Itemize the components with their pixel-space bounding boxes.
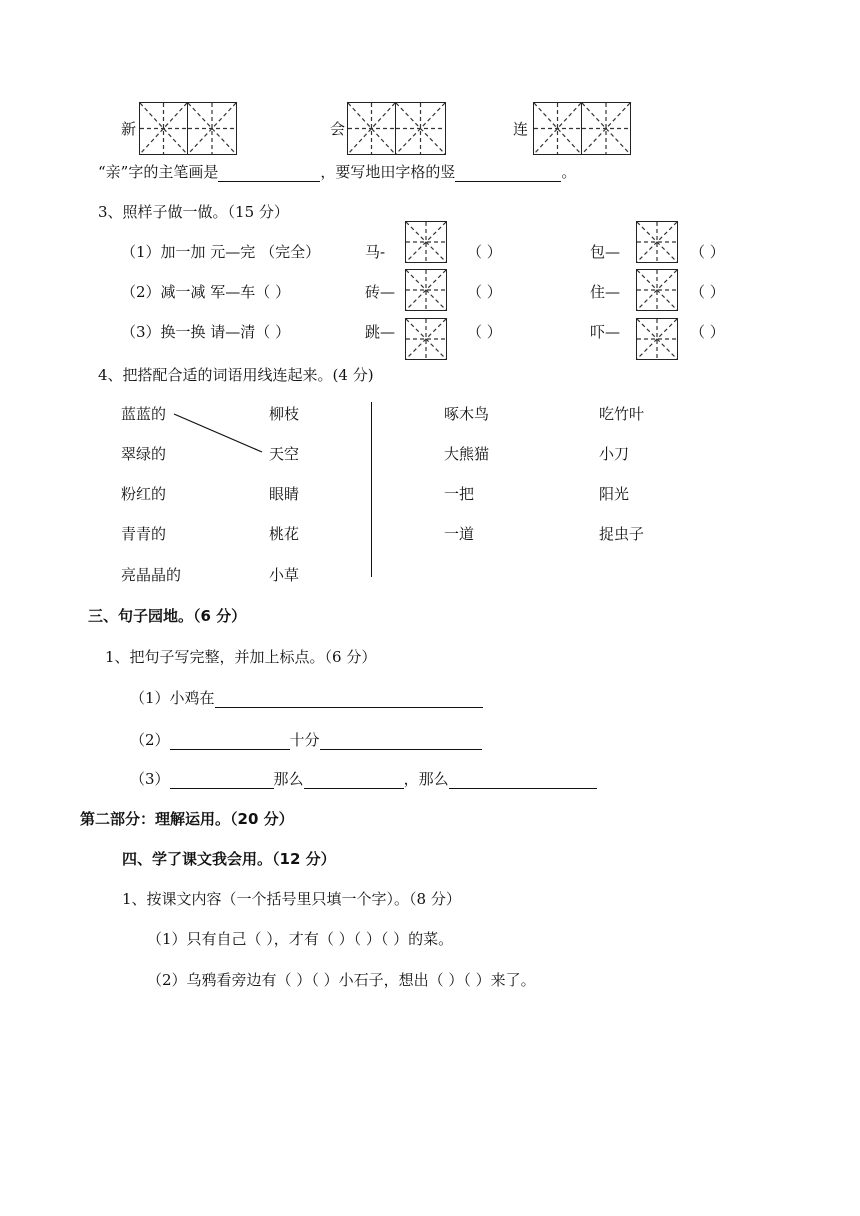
q4-left-word[interactable]: 青青的 [121, 525, 167, 543]
q4-right-match[interactable]: 吃竹叶 [599, 405, 645, 423]
q4-title: 4、把搭配合适的词语用线连起来。(4 分) [98, 366, 374, 384]
section4-q1-title: 1、按课文内容（一个括号里只填一个字）。（8 分） [122, 890, 461, 908]
example-connecting-line [0, 0, 860, 600]
stroke-middle: ，要写地田字格的竖 [320, 163, 456, 181]
q3-row3-char2: 吓— [590, 323, 621, 341]
part2-title: 第二部分：理解运用。（20 分） [80, 810, 294, 828]
q4-right-word[interactable]: 一道 [444, 525, 475, 543]
q3-row1-char1: 马- [365, 243, 386, 261]
q4-right-match[interactable]: 阳光 [599, 485, 630, 503]
q3-title: 3、照样子做一做。（15 分） [98, 203, 289, 221]
sentence-3 [130, 769, 597, 789]
q3-row2-char2: 住— [590, 283, 621, 301]
q3-row2-example: （2）减一减 军—车（ ） [121, 283, 291, 301]
answer-blank[interactable] [320, 733, 482, 750]
stroke-prefix: “亲”字的主笔画是 [98, 163, 219, 181]
answer-blank[interactable] [449, 772, 597, 789]
q4-right-match[interactable]: 捉虫子 [599, 525, 645, 543]
q4-left-word[interactable]: 蓝蓝的 [121, 405, 167, 423]
column-divider [371, 402, 372, 577]
q4-left-match[interactable]: 柳枝 [269, 405, 300, 423]
answer-paren[interactable]: （ ） [467, 283, 502, 301]
section4-line1: （1）只有自己（ ），才有（ ）（ ）（ ）的菜。 [147, 930, 454, 948]
q4-right-word[interactable]: 大熊猫 [444, 445, 490, 463]
q4-left-match[interactable]: 天空 [269, 445, 300, 463]
q3-row2-char1: 砖— [365, 283, 396, 301]
answer-blank[interactable] [170, 772, 274, 789]
q4-left-word[interactable]: 亮晶晶的 [121, 566, 182, 584]
sentence-3-mid2: ，那么 [403, 770, 449, 788]
answer-paren[interactable]: （ ） [467, 323, 502, 341]
q3-row3-example: （3）换一换 请—清（ ） [121, 323, 291, 341]
answer-paren[interactable]: （ ） [690, 283, 725, 301]
q3-row1-example: （1）加一加 元—完 （完全） [121, 243, 321, 261]
stroke-suffix: 。 [561, 163, 577, 181]
q4-right-match[interactable]: 小刀 [599, 445, 630, 463]
sentence-2-prefix: （2） [130, 731, 170, 749]
answer-blank[interactable] [215, 691, 483, 708]
sentence-1-prefix: （1）小鸡在 [130, 689, 215, 707]
q4-left-match[interactable]: 桃花 [269, 525, 300, 543]
char-label-1: 新 [121, 120, 137, 138]
q4-left-match[interactable]: 小草 [269, 566, 300, 584]
sentence-1 [130, 688, 483, 708]
section3-q1-title: 1、把句子写完整，并加上标点。（6 分） [105, 648, 377, 666]
q4-right-word[interactable]: 一把 [444, 485, 475, 503]
answer-blank[interactable] [304, 772, 404, 789]
answer-paren[interactable]: （ ） [467, 243, 502, 261]
q4-right-word[interactable]: 啄木鸟 [444, 405, 490, 423]
sentence-3-prefix: （3） [130, 770, 170, 788]
answer-paren[interactable]: （ ） [690, 243, 725, 261]
q4-left-word[interactable]: 粉红的 [121, 485, 167, 503]
sentence-2 [130, 730, 482, 750]
answer-blank[interactable] [170, 733, 290, 750]
sentence-3-mid: 那么 [273, 770, 304, 788]
q3-row3-char1: 跳— [365, 323, 396, 341]
sentence-2-mid: 十分 [289, 731, 320, 749]
q3-row1-char2: 包— [590, 243, 621, 261]
char-label-3: 连 [513, 120, 529, 138]
section3-title: 三、句子园地。（6 分） [88, 607, 247, 625]
section4-title: 四、学了课文我会用。（12 分） [122, 850, 336, 868]
section4-line2: （2）乌鸦看旁边有（ ）（ ）小石子，想出（ ）（ ）来了。 [147, 971, 536, 989]
q4-left-match[interactable]: 眼睛 [269, 485, 300, 503]
q4-left-word[interactable]: 翠绿的 [121, 445, 167, 463]
char-label-2: 会 [330, 120, 346, 138]
answer-paren[interactable]: （ ） [690, 323, 725, 341]
